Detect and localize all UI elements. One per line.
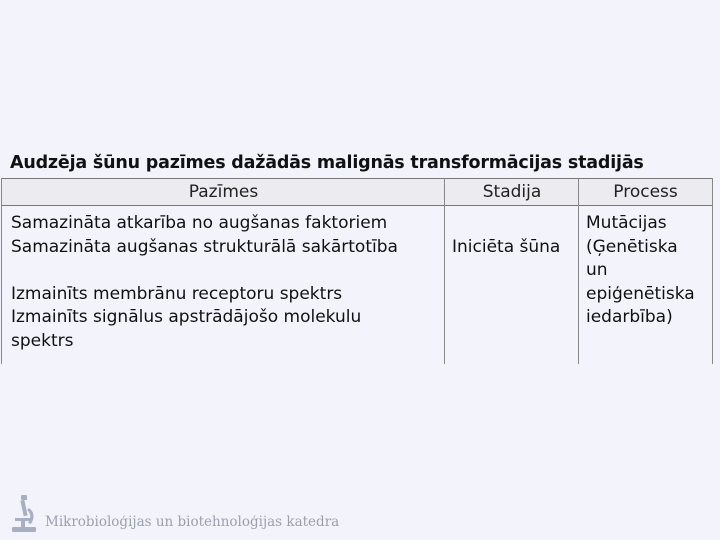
header-stadija: Stadija: [482, 182, 542, 202]
header-pazimes: Pazīmes: [188, 182, 259, 202]
cell-process: [586, 212, 706, 330]
table-header-row: [2, 178, 712, 206]
cell-stadija: Iniciēta šūna: [452, 237, 561, 257]
department-name: Mikrobioloģijas un biotehnoloģijas katedra: [45, 514, 340, 530]
footer: [9, 494, 339, 534]
pazimes-line: spektrs: [11, 330, 74, 351]
process-line: epiģenētiska: [586, 283, 695, 304]
microscope-icon: [9, 494, 39, 534]
pazimes-line: Izmainīts signālus apstrādājošo molekulu: [11, 307, 362, 327]
header-process: Process: [613, 182, 678, 202]
cell-pazimes: [11, 212, 441, 353]
pazimes-spacer: [11, 259, 441, 283]
table-title: Audzēja šūnu pazīmes dažādās malignās transformācijas stadijās: [10, 153, 644, 173]
stages-table: [1, 178, 713, 364]
process-line: un: [586, 260, 608, 280]
column-divider: [578, 178, 579, 364]
process-line: (Ģenētiska: [586, 236, 678, 257]
pazimes-line: Samazināta atkarība no augšanas faktoriem: [11, 213, 388, 233]
pazimes-line: Samazināta augšanas strukturālā sakārtotība: [11, 236, 398, 257]
process-line: Mutācijas: [586, 213, 667, 233]
pazimes-line: Izmainīts membrānu receptoru spektrs: [11, 283, 343, 304]
process-line: iedarbība): [586, 307, 673, 327]
column-divider: [444, 178, 445, 364]
